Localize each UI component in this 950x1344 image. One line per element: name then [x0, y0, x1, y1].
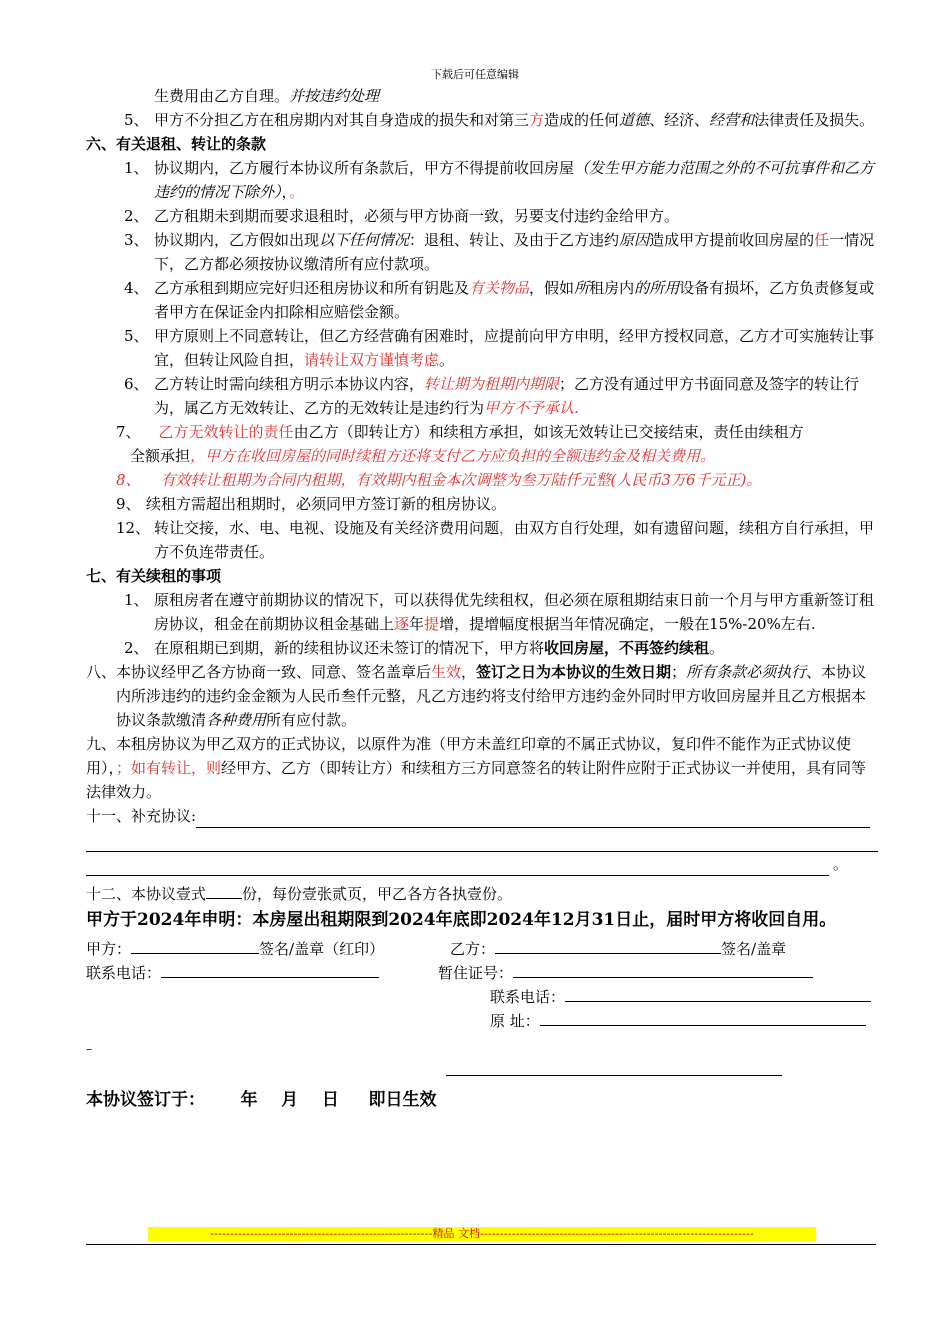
clause-6-item-9: 9、 续租方需超出租期时，必须同甲方签订新的租房协议。 — [116, 495, 507, 513]
clause-6-item-5: 5、 甲方原则上不同意转让，但乙方经营确有困难时，应提前向甲方申明，经甲方授权同意，乙方才可实施转让事宜，但转让风险自担，请转让双方谨慎考虑。 — [124, 327, 875, 369]
signature-row-2: 联系电话： 暂住证号： — [86, 961, 878, 985]
signature-row-4: 原 址： — [86, 1009, 878, 1033]
contract-document — [86, 84, 878, 1113]
landlord-statement: 甲方于2024年申明：本房屋出租期限到2024年底即2024年12月31日止，届时甲方将收回自用。 — [86, 910, 837, 930]
clause-6-item-7: 7、 乙方无效转让的责任由乙方（即转让方）和续租方承担，如该无效转让已交接结束，责任由续租方 — [116, 423, 804, 441]
clause-7-item-2: 2、 在原租期已到期，新的续租协议还未签订的情况下，甲方将收回房屋，不再签约续租。 — [124, 639, 725, 657]
section-7-title: 七、有关续租的事项 — [86, 567, 222, 585]
party-b-address-field[interactable] — [540, 1009, 866, 1026]
residence-permit-field[interactable] — [513, 961, 813, 978]
clause-continuation: 生费用由乙方自理。并按违约处理 — [154, 87, 380, 105]
clause-6-item-3: 3、 协议期内，乙方假如出现以下任何情况：退租、转让、及由于乙方违约原因造成甲方提前收回房屋的任一情况 下，乙方都必须按协议缴清所有应付款项。 — [124, 231, 875, 273]
party-a-sign-field[interactable] — [131, 937, 259, 954]
supplement-line-1[interactable] — [196, 809, 870, 828]
supplement-line-3-row: 。 — [86, 852, 878, 876]
clause-6-item-8: 8、 有效转让租期为合同内租期，有效期内租金本次调整为叁万陆仟元整(人民币3万6千元正)。 — [116, 471, 762, 489]
section-9: 九、本租房协议为甲乙双方的正式协议，以原件为准（甲方未盖红印章的不属正式协议，复印件不能作为正式协议使用），；如有转让，则经甲方、乙方（即转让方）和续租方三方同意签名的转让附件应附于正式协议一并使用，具有同等法律效力。 — [86, 735, 867, 801]
section-8: 八、本协议经甲乙各方协商一致、同意、签名盖章后生效，签订之日为本协议的生效日期；所有条款必须执行、本协议内所涉违约的违约金金额为人民币叁仟元整，凡乙方违约将支付给甲方违约金外同时甲方收回房屋并且乙方根据本协议条款缴清各种费用所有应付款。 — [86, 663, 867, 729]
clause-6-item-1: 1、 协议期内，乙方履行本协议所有条款后，甲方不得提前收回房屋（发生甲方能力范围之外的不可抗事件和乙方违约的情况下除外），。 — [124, 159, 875, 201]
section-6-title: 六、有关退租、转让的条款 — [86, 135, 267, 153]
signature-row-3: 联系电话： — [86, 985, 878, 1009]
footer-banner: --------------------------------------------------------精品 文档--------------------------------------------------------------------- — [148, 1227, 816, 1241]
supplement-line-3[interactable] — [86, 857, 829, 876]
signing-date: 本协议签订于： 年 月 日 即日生效 — [86, 1090, 437, 1110]
clause-5-item-5: 5、 甲方不分担乙方在租房期内对其自身造成的损失和对第三方造成的任何道德、经济、经营和法律责任及损失。 — [124, 111, 875, 129]
clause-6-item-2: 2、 乙方租期未到期而要求退租时，必须与甲方协商一致，另要支付违约金给甲方。 — [124, 207, 680, 225]
stray-dash: – — [86, 1042, 92, 1056]
party-b-sign-field[interactable] — [495, 937, 721, 954]
signature-row-1: 甲方： 签名/盖章（红印） 乙方： 签名/盖章 — [86, 937, 878, 961]
page-header: 下载后可任意编辑 — [431, 68, 519, 81]
footer-divider — [86, 1244, 876, 1245]
clause-6-item-4: 4、 乙方承租到期应完好归还租房协议和所有钥匙及有关物品，假如所租房内的所用设备有损坏，乙方负责修复或者甲方在保证金内扣除相应赔偿金额。 — [124, 279, 875, 321]
clause-6-item-7-cont: 全额承担，甲方在收回房屋的同时续租方还将支付乙方应负担的全额违约金及相关费用。 — [130, 447, 716, 465]
section-12: 十二、本协议壹式 份，每份壹张贰页，甲乙各方各执壹份。 — [86, 882, 878, 906]
clause-6-item-6: 6、 乙方转让时需向续租方明示本协议内容，转让期为租期内期限；乙方没有通过甲方书面同意及签字的转让行为，属乙方无效转让、乙方的无效转让是违约行为甲方不予承认. — [124, 375, 860, 417]
section-11: 十一、补充协议: — [86, 804, 878, 828]
clause-6-item-12: 12、 转让交接，水、电、电视、设施及有关经济费用问题，由双方自行处理，如有遗留问题，续租方自行承担，甲方不负连带责任。 — [116, 519, 875, 561]
party-b-phone-field[interactable] — [565, 985, 871, 1002]
extra-signature-line[interactable] — [446, 1061, 782, 1076]
clause-7-item-1: 1、 原租房者在遵守前期协议的情况下，可以获得优先续租权，但必须在原租期结束日前一个月与甲方重新签订租房协议，租金在前期协议租金基础上逐年提增，提增幅度根据当年情况确定，一般在15%-20%左右. — [124, 591, 875, 633]
party-a-phone-field[interactable] — [161, 961, 379, 978]
copies-blank[interactable] — [206, 882, 242, 899]
supplement-line-2[interactable] — [86, 828, 878, 852]
